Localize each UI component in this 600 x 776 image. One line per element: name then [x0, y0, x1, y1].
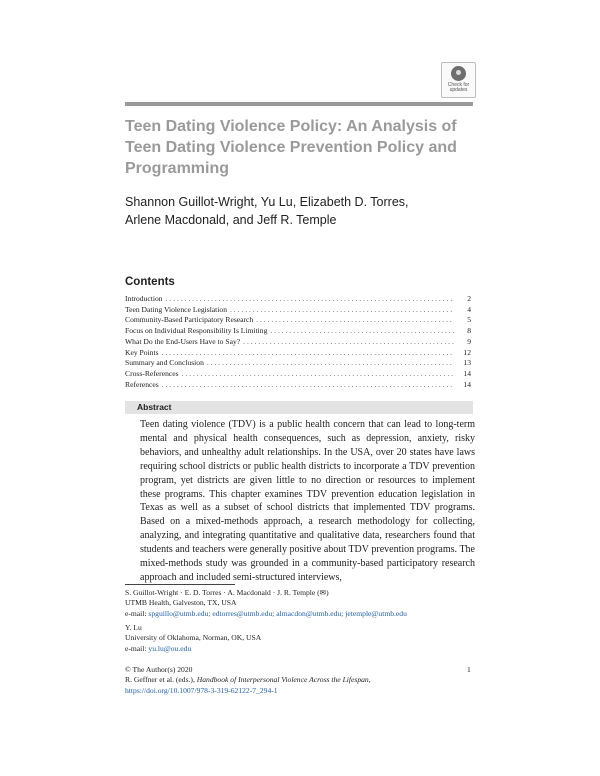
- abstract-heading: Abstract: [137, 402, 172, 412]
- toc-item[interactable]: Community-Based Participatory Research . . . 5: [125, 315, 473, 326]
- chapter-title: Teen Dating Violence Policy: An Analysis of Teen Dating Violence Prevention Policy and Programming: [125, 118, 457, 177]
- abstract-header-bar: [125, 401, 473, 414]
- page-number: 1: [467, 665, 471, 674]
- copyright-block: [125, 665, 485, 696]
- check-for-updates-badge[interactable]: [441, 62, 476, 98]
- author-list: [125, 193, 465, 229]
- author-line-1: Shannon Guillot-Wright, Yu Lu, Elizabeth D. Torres,: [125, 195, 409, 209]
- doi-link[interactable]: https://doi.org/10.1007/978-3-319-62122-7_294-1: [125, 685, 278, 695]
- affiliation-1: [125, 588, 485, 619]
- affiliation-2: [125, 623, 485, 654]
- affiliation-1-institution: UTMB Health, Galveston, TX, USA: [125, 598, 237, 608]
- affiliation-1-names: S. Guillot-Wright · E. D. Torres · A. Macdonald · J. R. Temple (✉): [125, 588, 329, 597]
- affiliation-2-names: Y. Lu: [125, 623, 142, 632]
- toc-item[interactable]: References . . . 14: [125, 380, 473, 391]
- toc-item[interactable]: Cross-References . . . 14: [125, 369, 473, 380]
- toc-item[interactable]: Introduction . . . 2: [125, 294, 473, 305]
- toc-item[interactable]: Summary and Conclusion . . . 13: [125, 358, 473, 369]
- footnote-rule: [125, 584, 235, 585]
- copyright-line: © The Author(s) 2020: [125, 665, 193, 674]
- affiliation-1-emails[interactable]: spguillo@utmb.edu; edtorres@utmb.edu; almacdon@utmb.edu; jetemple@utmb.edu: [148, 608, 407, 618]
- affiliation-2-institution: University of Oklahoma, Norman, OK, USA: [125, 633, 262, 643]
- check-for-updates-icon: [451, 66, 466, 81]
- title-rule: [125, 102, 473, 106]
- affiliation-2-email[interactable]: yu.lu@ou.edu: [148, 643, 192, 653]
- toc-item[interactable]: Focus on Individual Responsibility Is Limiting . . . 8: [125, 326, 473, 337]
- abstract-text: Teen dating violence (TDV) is a public health concern that can lead to long-term mental and physical health consequences, such as depression, anxiety, risky behaviors, and unhealthy adult relationships. In the USA, over 20 states have laws requiring school districts or public health districts to incorporate a TDV prevention program, yet districts are given little to no direction or resources to implement these programs. This chapter examines TDV prevention education legislation in Texas as well as a subset of school districts that implemented TDV programs. Based on a mixed-methods approach, a research methodology for collecting, analyzing, and integrating quantitative and qualitative data, researchers found that students and teachers were generally positive about TDV prevention programs. The mixed-methods study was grounded in a community-based participatory research approach and included semi-structured interviews,: [140, 419, 475, 583]
- badge-label: Check for updates: [447, 82, 470, 93]
- toc-item[interactable]: Key Points . . . 12: [125, 348, 473, 359]
- citation-line: R. Geffner et al. (eds.), Handbook of Interpersonal Violence Across the Lifespan,: [125, 675, 371, 685]
- toc-item[interactable]: What Do the End-Users Have to Say? . . . 9: [125, 337, 473, 348]
- author-line-2: Arlene Macdonald, and Jeff R. Temple: [125, 213, 337, 227]
- contents-heading: Contents: [125, 276, 175, 288]
- table-of-contents: [125, 294, 473, 390]
- toc-item[interactable]: Teen Dating Violence Legislation . . . 4: [125, 305, 473, 316]
- affiliation-2-email-line: e-mail: yu.lu@ou.edu: [125, 643, 192, 653]
- affiliation-1-email-line: e-mail: spguillo@utmb.edu; edtorres@utmb.edu; almacdon@utmb.edu; jetemple@utmb.edu: [125, 608, 407, 618]
